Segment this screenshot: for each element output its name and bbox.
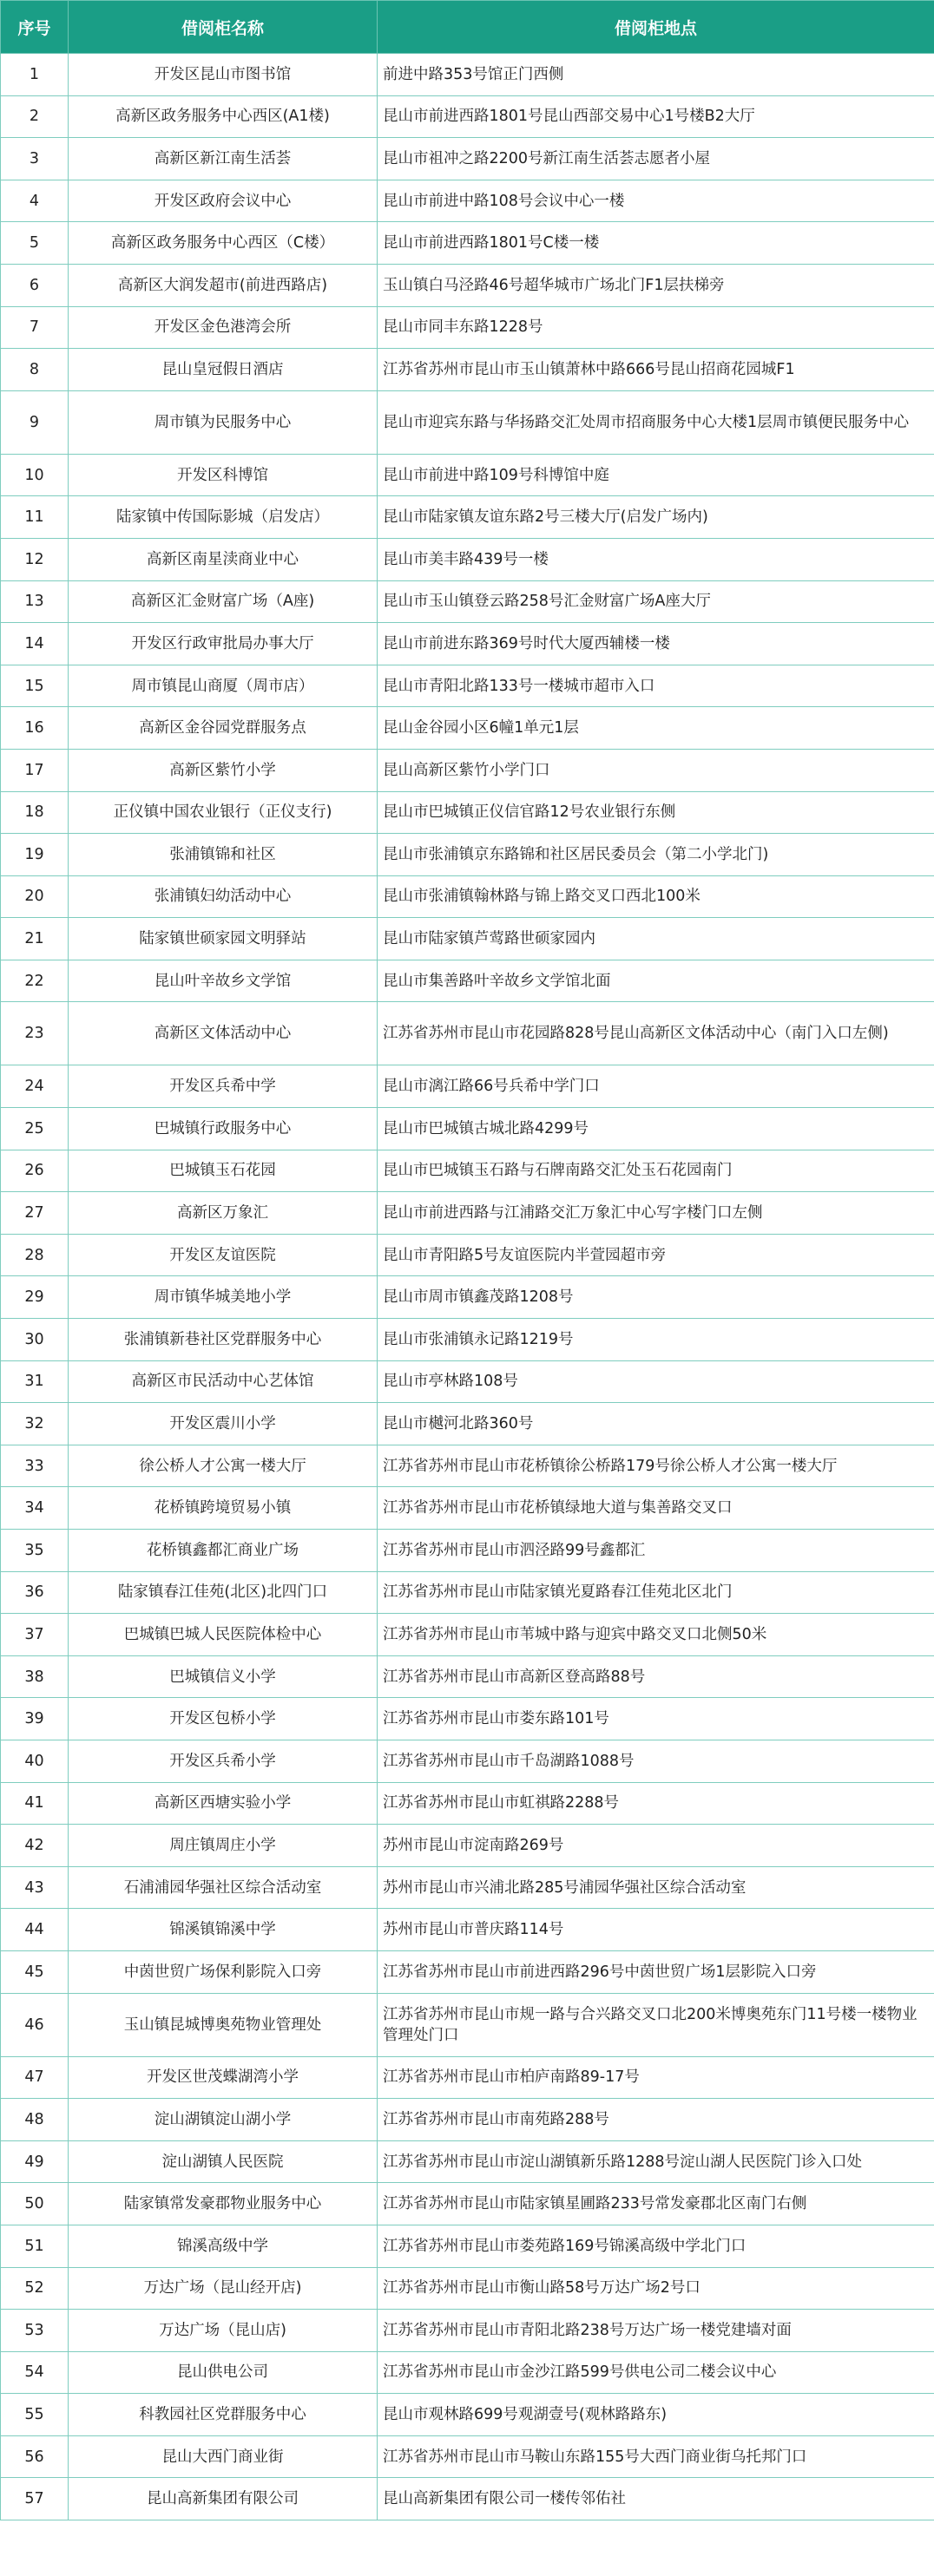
row-number: 37 bbox=[1, 1614, 69, 1656]
locker-location: 江苏省苏州市昆山市花桥镇绿地大道与集善路交叉口 bbox=[378, 1487, 934, 1530]
locker-location: 江苏省苏州市昆山市陆家镇星圃路233号常发豪郡北区南门右侧 bbox=[378, 2183, 934, 2225]
table-row bbox=[1, 2140, 934, 2183]
locker-name: 张浦镇妇幼活动中心 bbox=[69, 875, 378, 918]
row-number: 47 bbox=[1, 2056, 69, 2099]
locker-name: 锦溪高级中学 bbox=[69, 2225, 378, 2267]
locker-location: 江苏省苏州市昆山市青阳北路238号万达广场一楼党建墙对面 bbox=[378, 2310, 934, 2352]
table-row bbox=[1, 1234, 934, 1276]
locker-location: 江苏省苏州市昆山市柏庐南路89-17号 bbox=[378, 2056, 934, 2099]
locker-name: 高新区政务服务中心西区(A1楼) bbox=[69, 95, 378, 138]
locker-location: 苏州市昆山市兴浦北路285号浦园华强社区综合活动室 bbox=[378, 1866, 934, 1909]
locker-location: 昆山高新区紫竹小学门口 bbox=[378, 749, 934, 791]
table-row bbox=[1, 918, 934, 960]
row-number: 12 bbox=[1, 538, 69, 580]
row-number: 34 bbox=[1, 1487, 69, 1530]
locker-location: 江苏省苏州市昆山市虹祺路2288号 bbox=[378, 1782, 934, 1825]
row-number: 18 bbox=[1, 791, 69, 834]
table-row bbox=[1, 1192, 934, 1235]
row-number: 4 bbox=[1, 180, 69, 222]
locker-name: 开发区政府会议中心 bbox=[69, 180, 378, 222]
locker-location: 昆山市巴城镇玉石路与石牌南路交汇处玉石花园南门 bbox=[378, 1150, 934, 1192]
table-row bbox=[1, 2478, 934, 2520]
row-number: 57 bbox=[1, 2478, 69, 2520]
row-number: 1 bbox=[1, 54, 69, 96]
locker-location: 昆山市巴城镇正仪信官路12号农业银行东侧 bbox=[378, 791, 934, 834]
locker-location: 昆山市陆家镇友谊东路2号三楼大厅(启发广场内) bbox=[378, 496, 934, 539]
table-row bbox=[1, 1782, 934, 1825]
row-number: 38 bbox=[1, 1655, 69, 1698]
row-number: 9 bbox=[1, 390, 69, 454]
row-number: 56 bbox=[1, 2435, 69, 2478]
locker-location: 昆山市周市镇鑫茂路1208号 bbox=[378, 1276, 934, 1319]
locker-name: 周市镇为民服务中心 bbox=[69, 390, 378, 454]
table-row bbox=[1, 538, 934, 580]
row-number: 43 bbox=[1, 1866, 69, 1909]
locker-location: 昆山市青阳北路133号一楼城市超市入口 bbox=[378, 665, 934, 707]
locker-location: 昆山市前进中路109号科博馆中庭 bbox=[378, 454, 934, 496]
table-row bbox=[1, 2225, 934, 2267]
locker-location: 昆山市张浦镇京东路锦和社区居民委员会（第二小学北门) bbox=[378, 834, 934, 876]
row-number: 49 bbox=[1, 2140, 69, 2183]
row-number: 3 bbox=[1, 138, 69, 180]
locker-name: 高新区紫竹小学 bbox=[69, 749, 378, 791]
table-row bbox=[1, 496, 934, 539]
table-row bbox=[1, 2394, 934, 2436]
table-row bbox=[1, 390, 934, 454]
table-row bbox=[1, 2351, 934, 2394]
table-row bbox=[1, 1108, 934, 1150]
row-number: 54 bbox=[1, 2351, 69, 2394]
locker-name: 张浦镇锦和社区 bbox=[69, 834, 378, 876]
table-row bbox=[1, 138, 934, 180]
row-number: 51 bbox=[1, 2225, 69, 2267]
row-number: 55 bbox=[1, 2394, 69, 2436]
row-number: 13 bbox=[1, 580, 69, 623]
row-number: 39 bbox=[1, 1698, 69, 1740]
table-row bbox=[1, 1360, 934, 1403]
row-number: 42 bbox=[1, 1825, 69, 1867]
locker-name: 石浦浦园华强社区综合活动室 bbox=[69, 1866, 378, 1909]
row-number: 40 bbox=[1, 1740, 69, 1782]
table-row bbox=[1, 2267, 934, 2310]
locker-location: 苏州市昆山市淀南路269号 bbox=[378, 1825, 934, 1867]
header-location: 借阅柜地点 bbox=[378, 1, 934, 54]
row-number: 2 bbox=[1, 95, 69, 138]
row-number: 7 bbox=[1, 306, 69, 349]
locker-name: 淀山湖镇人民医院 bbox=[69, 2140, 378, 2183]
table-row bbox=[1, 54, 934, 96]
table-row bbox=[1, 2099, 934, 2141]
locker-location: 昆山市前进中路108号会议中心一楼 bbox=[378, 180, 934, 222]
row-number: 35 bbox=[1, 1530, 69, 1572]
locker-name: 巴城镇玉石花园 bbox=[69, 1150, 378, 1192]
locker-name: 万达广场（昆山经开店) bbox=[69, 2267, 378, 2310]
row-number: 21 bbox=[1, 918, 69, 960]
locker-name: 开发区金色港湾会所 bbox=[69, 306, 378, 349]
locker-name: 开发区世茂蝶湖湾小学 bbox=[69, 2056, 378, 2099]
locker-location: 江苏省苏州市昆山市马鞍山东路155号大西门商业街乌托邦门口 bbox=[378, 2435, 934, 2478]
locker-name: 高新区西塘实验小学 bbox=[69, 1782, 378, 1825]
table-row bbox=[1, 1740, 934, 1782]
locker-name: 开发区包桥小学 bbox=[69, 1698, 378, 1740]
table-row bbox=[1, 2435, 934, 2478]
row-number: 24 bbox=[1, 1065, 69, 1108]
locker-location: 昆山市陆家镇芦莺路世硕家园内 bbox=[378, 918, 934, 960]
row-number: 52 bbox=[1, 2267, 69, 2310]
locker-name: 昆山叶辛故乡文学馆 bbox=[69, 960, 378, 1002]
locker-location: 昆山市玉山镇登云路258号汇金财富广场A座大厅 bbox=[378, 580, 934, 623]
locker-name: 高新区新江南生活荟 bbox=[69, 138, 378, 180]
locker-location: 江苏省苏州市昆山市规一路与合兴路交叉口北200米博奥苑东门11号楼一楼物业管理处门口 bbox=[378, 1993, 934, 2056]
locker-location: 江苏省苏州市昆山市陆家镇光夏路春江佳苑北区北门 bbox=[378, 1571, 934, 1614]
row-number: 45 bbox=[1, 1950, 69, 1993]
locker-location: 江苏省苏州市昆山市高新区登高路88号 bbox=[378, 1655, 934, 1698]
table-row bbox=[1, 1866, 934, 1909]
locker-name: 高新区金谷园党群服务点 bbox=[69, 707, 378, 750]
table-row bbox=[1, 1950, 934, 1993]
table-row bbox=[1, 960, 934, 1002]
table-row bbox=[1, 707, 934, 750]
locker-location: 昆山市樾河北路360号 bbox=[378, 1403, 934, 1445]
locker-name: 花桥镇跨境贸易小镇 bbox=[69, 1487, 378, 1530]
table-row bbox=[1, 791, 934, 834]
locker-name: 高新区文体活动中心 bbox=[69, 1002, 378, 1065]
locker-location: 昆山市观林路699号观湖壹号(观林路路东) bbox=[378, 2394, 934, 2436]
row-number: 16 bbox=[1, 707, 69, 750]
row-number: 17 bbox=[1, 749, 69, 791]
table-row bbox=[1, 222, 934, 265]
locker-name: 昆山高新集团有限公司 bbox=[69, 2478, 378, 2520]
table-row bbox=[1, 1909, 934, 1951]
locker-location: 昆山市前进西路与江浦路交汇万象汇中心写字楼门口左侧 bbox=[378, 1192, 934, 1235]
row-number: 53 bbox=[1, 2310, 69, 2352]
table-row bbox=[1, 95, 934, 138]
row-number: 48 bbox=[1, 2099, 69, 2141]
locker-name: 周市镇华城美地小学 bbox=[69, 1276, 378, 1319]
table-row bbox=[1, 454, 934, 496]
locker-name: 高新区万象汇 bbox=[69, 1192, 378, 1235]
table-row bbox=[1, 749, 934, 791]
row-number: 36 bbox=[1, 1571, 69, 1614]
locker-location: 江苏省苏州市昆山市娄苑路169号锦溪高级中学北门口 bbox=[378, 2225, 934, 2267]
locker-name: 科教园社区党群服务中心 bbox=[69, 2394, 378, 2436]
locker-name: 开发区震川小学 bbox=[69, 1403, 378, 1445]
locker-name: 巴城镇信义小学 bbox=[69, 1655, 378, 1698]
locker-location: 江苏省苏州市昆山市淀山湖镇新乐路1288号淀山湖人民医院门诊入口处 bbox=[378, 2140, 934, 2183]
row-number: 26 bbox=[1, 1150, 69, 1192]
row-number: 14 bbox=[1, 623, 69, 665]
row-number: 11 bbox=[1, 496, 69, 539]
locker-name: 花桥镇鑫都汇商业广场 bbox=[69, 1530, 378, 1572]
locker-name: 高新区汇金财富广场（A座) bbox=[69, 580, 378, 623]
table-row bbox=[1, 1993, 934, 2056]
table-row bbox=[1, 180, 934, 222]
table-row bbox=[1, 264, 934, 306]
locker-name: 陆家镇世硕家园文明驿站 bbox=[69, 918, 378, 960]
locker-location: 昆山市青阳路5号友谊医院内半萱园超市旁 bbox=[378, 1234, 934, 1276]
locker-location: 昆山市亭林路108号 bbox=[378, 1360, 934, 1403]
table-row bbox=[1, 1530, 934, 1572]
table-row bbox=[1, 1614, 934, 1656]
locker-location: 昆山金谷园小区6幢1单元1层 bbox=[378, 707, 934, 750]
table-row bbox=[1, 1403, 934, 1445]
table-row bbox=[1, 1276, 934, 1319]
locker-location: 昆山市前进西路1801号昆山西部交易中心1号楼B2大厅 bbox=[378, 95, 934, 138]
locker-name: 巴城镇行政服务中心 bbox=[69, 1108, 378, 1150]
header-name: 借阅柜名称 bbox=[69, 1, 378, 54]
locker-name: 陆家镇中传国际影城（启发店） bbox=[69, 496, 378, 539]
row-number: 25 bbox=[1, 1108, 69, 1150]
row-number: 10 bbox=[1, 454, 69, 496]
locker-name: 巴城镇巴城人民医院体检中心 bbox=[69, 1614, 378, 1656]
row-number: 32 bbox=[1, 1403, 69, 1445]
locker-location: 昆山市同丰东路1228号 bbox=[378, 306, 934, 349]
locker-location: 前进中路353号馆正门西侧 bbox=[378, 54, 934, 96]
locker-location: 江苏省苏州市昆山市花桥镇徐公桥路179号徐公桥人才公寓一楼大厅 bbox=[378, 1445, 934, 1487]
locker-name: 开发区昆山市图书馆 bbox=[69, 54, 378, 96]
row-number: 15 bbox=[1, 665, 69, 707]
row-number: 46 bbox=[1, 1993, 69, 2056]
locker-location: 江苏省苏州市昆山市苇城中路与迎宾中路交叉口北侧50米 bbox=[378, 1614, 934, 1656]
locker-location: 昆山市漓江路66号兵希中学门口 bbox=[378, 1065, 934, 1108]
locker-name: 张浦镇新巷社区党群服务中心 bbox=[69, 1319, 378, 1361]
locker-name: 高新区大润发超市(前进西路店) bbox=[69, 264, 378, 306]
row-number: 29 bbox=[1, 1276, 69, 1319]
locker-name: 周庄镇周庄小学 bbox=[69, 1825, 378, 1867]
locker-location: 昆山市美丰路439号一楼 bbox=[378, 538, 934, 580]
row-number: 44 bbox=[1, 1909, 69, 1951]
locker-name: 中茵世贸广场保利影院入口旁 bbox=[69, 1950, 378, 1993]
table-body bbox=[1, 54, 934, 2520]
locker-location: 昆山市前进西路1801号C楼一楼 bbox=[378, 222, 934, 265]
locker-name: 高新区南星渎商业中心 bbox=[69, 538, 378, 580]
locker-location: 昆山市祖冲之路2200号新江南生活荟志愿者小屋 bbox=[378, 138, 934, 180]
table-row bbox=[1, 2183, 934, 2225]
locker-name: 开发区行政审批局办事大厅 bbox=[69, 623, 378, 665]
table-row bbox=[1, 349, 934, 391]
locker-name: 昆山皇冠假日酒店 bbox=[69, 349, 378, 391]
row-number: 27 bbox=[1, 1192, 69, 1235]
locker-location: 苏州市昆山市普庆路114号 bbox=[378, 1909, 934, 1951]
table-row bbox=[1, 1698, 934, 1740]
locker-location: 昆山市集善路叶辛故乡文学馆北面 bbox=[378, 960, 934, 1002]
locker-location: 江苏省苏州市昆山市千岛湖路1088号 bbox=[378, 1740, 934, 1782]
table-header bbox=[1, 1, 934, 54]
row-number: 20 bbox=[1, 875, 69, 918]
table-row bbox=[1, 834, 934, 876]
row-number: 50 bbox=[1, 2183, 69, 2225]
table-row bbox=[1, 1487, 934, 1530]
locker-name: 锦溪镇锦溪中学 bbox=[69, 1909, 378, 1951]
row-number: 30 bbox=[1, 1319, 69, 1361]
locker-location: 江苏省苏州市昆山市花园路828号昆山高新区文体活动中心（南门入口左侧) bbox=[378, 1002, 934, 1065]
table-row bbox=[1, 2056, 934, 2099]
locker-name: 开发区友谊医院 bbox=[69, 1234, 378, 1276]
table-row bbox=[1, 580, 934, 623]
locker-location: 江苏省苏州市昆山市南苑路288号 bbox=[378, 2099, 934, 2141]
table-row bbox=[1, 1445, 934, 1487]
row-number: 41 bbox=[1, 1782, 69, 1825]
locker-name: 淀山湖镇淀山湖小学 bbox=[69, 2099, 378, 2141]
locker-location: 江苏省苏州市昆山市衡山路58号万达广场2号口 bbox=[378, 2267, 934, 2310]
locker-name: 徐公桥人才公寓一楼大厅 bbox=[69, 1445, 378, 1487]
row-number: 31 bbox=[1, 1360, 69, 1403]
locker-name: 正仪镇中国农业银行（正仪支行) bbox=[69, 791, 378, 834]
locker-name: 昆山大西门商业街 bbox=[69, 2435, 378, 2478]
table-row bbox=[1, 306, 934, 349]
locker-name: 昆山供电公司 bbox=[69, 2351, 378, 2394]
locker-location: 江苏省苏州市昆山市金沙江路599号供电公司二楼会议中心 bbox=[378, 2351, 934, 2394]
row-number: 6 bbox=[1, 264, 69, 306]
table-row bbox=[1, 1065, 934, 1108]
table-row bbox=[1, 1655, 934, 1698]
locker-location: 昆山市迎宾东路与华扬路交汇处周市招商服务中心大楼1层周市镇便民服务中心 bbox=[378, 390, 934, 454]
table-row bbox=[1, 665, 934, 707]
table-row bbox=[1, 1002, 934, 1065]
locker-location: 江苏省苏州市昆山市玉山镇萧林中路666号昆山招商花园城F1 bbox=[378, 349, 934, 391]
locker-location: 江苏省苏州市昆山市泗泾路99号鑫都汇 bbox=[378, 1530, 934, 1572]
row-number: 33 bbox=[1, 1445, 69, 1487]
table-row bbox=[1, 875, 934, 918]
locker-location: 昆山高新集团有限公司一楼传邻佑社 bbox=[378, 2478, 934, 2520]
row-number: 19 bbox=[1, 834, 69, 876]
header-row bbox=[1, 1, 934, 54]
locker-location: 昆山市巴城镇古城北路4299号 bbox=[378, 1108, 934, 1150]
locker-name: 开发区科博馆 bbox=[69, 454, 378, 496]
locker-location: 昆山市前进东路369号时代大厦西辅楼一楼 bbox=[378, 623, 934, 665]
locker-name: 开发区兵希中学 bbox=[69, 1065, 378, 1108]
header-no: 序号 bbox=[1, 1, 69, 54]
locker-name: 周市镇昆山商厦（周市店） bbox=[69, 665, 378, 707]
locker-name: 高新区市民活动中心艺体馆 bbox=[69, 1360, 378, 1403]
locker-name: 高新区政务服务中心西区（C楼） bbox=[69, 222, 378, 265]
locker-name: 万达广场（昆山店) bbox=[69, 2310, 378, 2352]
locker-name: 玉山镇昆城博奥苑物业管理处 bbox=[69, 1993, 378, 2056]
table-row bbox=[1, 623, 934, 665]
table-row bbox=[1, 1150, 934, 1192]
row-number: 28 bbox=[1, 1234, 69, 1276]
locker-location: 昆山市张浦镇永记路1219号 bbox=[378, 1319, 934, 1361]
row-number: 5 bbox=[1, 222, 69, 265]
locker-name: 陆家镇春江佳苑(北区)北四门口 bbox=[69, 1571, 378, 1614]
row-number: 8 bbox=[1, 349, 69, 391]
locker-location: 昆山市张浦镇翰林路与锦上路交叉口西北100米 bbox=[378, 875, 934, 918]
table-row bbox=[1, 1319, 934, 1361]
locker-location: 江苏省苏州市昆山市前进西路296号中茵世贸广场1层影院入口旁 bbox=[378, 1950, 934, 1993]
locker-location: 江苏省苏州市昆山市娄东路101号 bbox=[378, 1698, 934, 1740]
table-row bbox=[1, 2310, 934, 2352]
locker-location: 玉山镇白马泾路46号超华城市广场北门F1层扶梯旁 bbox=[378, 264, 934, 306]
row-number: 22 bbox=[1, 960, 69, 1002]
table-row bbox=[1, 1571, 934, 1614]
row-number: 23 bbox=[1, 1002, 69, 1065]
table-row bbox=[1, 1825, 934, 1867]
locker-name: 开发区兵希小学 bbox=[69, 1740, 378, 1782]
locker-name: 陆家镇常发豪郡物业服务中心 bbox=[69, 2183, 378, 2225]
